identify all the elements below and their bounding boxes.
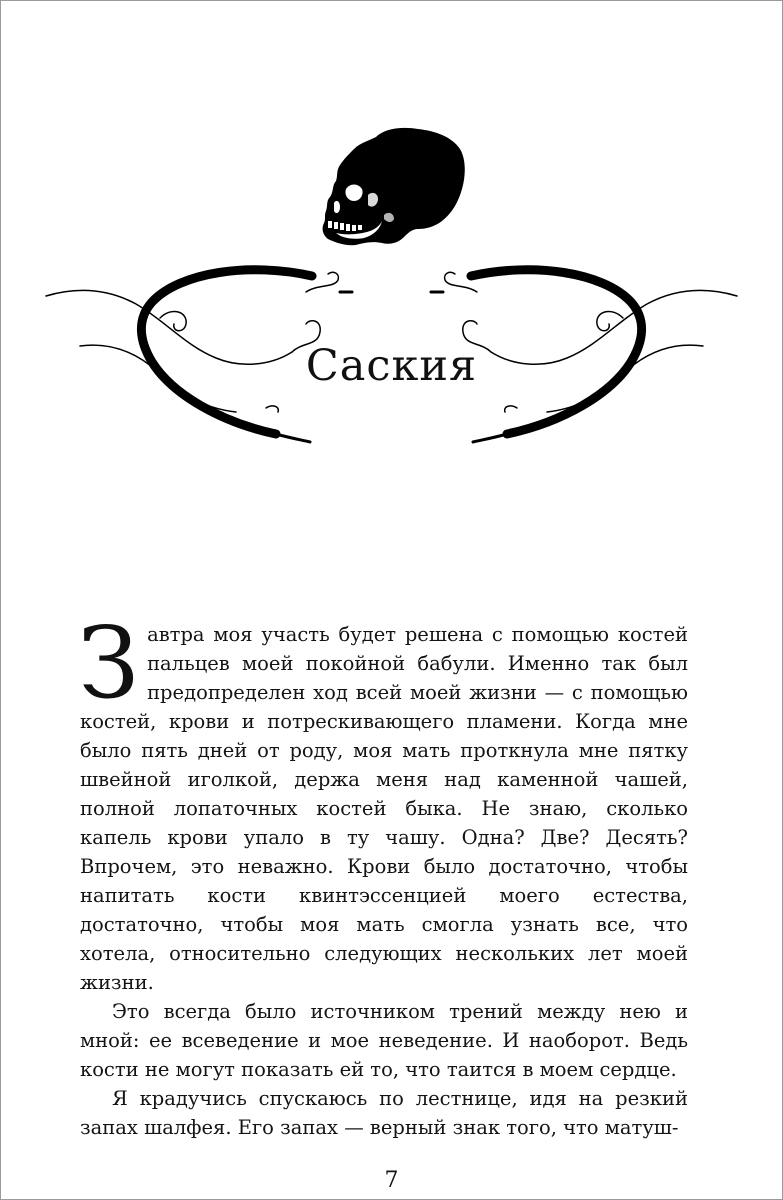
- drop-cap-letter: З: [78, 607, 140, 721]
- paragraph-3: Я крадучись спускаюсь по лестнице, идя на резкий запах шалфея. Его запах — верный знак того, что матуш-: [80, 1087, 688, 1139]
- paragraph-1-text: пальцев моей покойной бабули. Именно так был предопределен ход всей моей жизни — с помощью костей, крови и потрескивающего пламени. Когда мне было пять дней от роду, моя мать проткнула мне пятку швейной иголкой, держа меня над каменной чашей, полной лопаточных костей быка. Не знаю, сколько капель крови упало в ту чашу. Одна? Две? Десять? Впрочем, это неважно. Крови было достаточно, чтобы напитать кости квинтэссенцией моего естества, достаточно, чтобы моя мать смогла узнать все, что хотела, относительно следующих нескольких лет моей жизни.: [80, 652, 688, 994]
- page-number: 7: [384, 1168, 399, 1193]
- paragraph-1-first-line: автра моя участь будет решена с помощью костей: [147, 623, 688, 646]
- paragraph-2: Это всегда было источником трений между нею и мной: ее всеведение и мое неведение. И наоборот. Ведь кости не могут показать ей то, что таится в моем сердце.: [80, 1000, 688, 1081]
- chapter-body: [78, 607, 688, 1142]
- paragraph-1: [78, 607, 688, 997]
- chapter-title: Саския: [305, 341, 478, 391]
- skull-icon: [318, 125, 468, 247]
